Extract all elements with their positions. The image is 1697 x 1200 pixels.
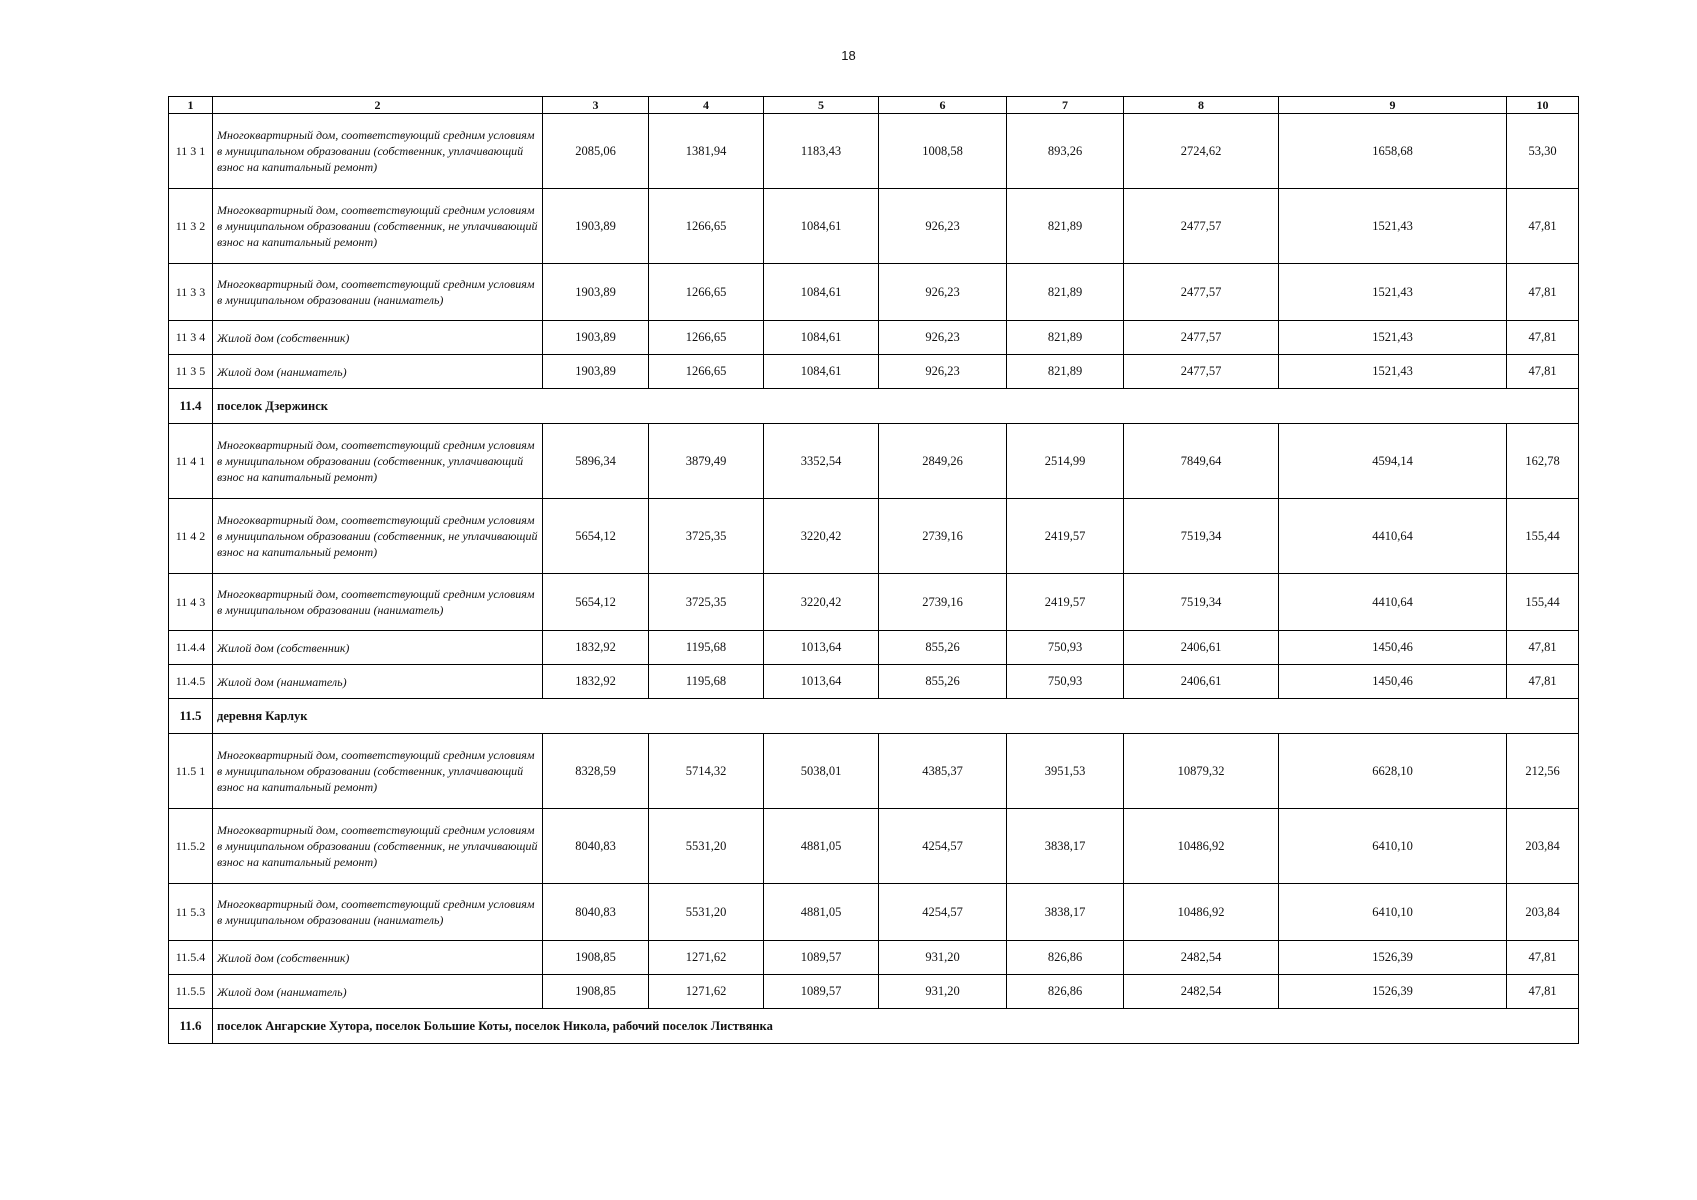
value-col-3: 2085,06 [543,114,649,189]
value-col-7: 3951,53 [1007,734,1124,809]
section-code: 11.4 [169,389,213,424]
tariff-table [168,96,1579,1044]
row-code: 11 4 2 [169,499,213,574]
value-col-9: 4410,64 [1279,574,1507,631]
table-row [169,264,1579,321]
value-col-8: 10486,92 [1124,884,1279,941]
table-body [169,114,1579,1044]
section-title: деревня Карлук [213,699,1579,734]
value-col-3: 1903,89 [543,355,649,389]
header-col-9: 9 [1279,97,1507,114]
value-col-10: 53,30 [1507,114,1579,189]
value-col-4: 1266,65 [649,264,764,321]
value-col-9: 1521,43 [1279,321,1507,355]
value-col-9: 1526,39 [1279,975,1507,1009]
value-col-5: 1089,57 [764,975,879,1009]
row-code: 11.5.5 [169,975,213,1009]
value-col-4: 5714,32 [649,734,764,809]
value-col-6: 926,23 [879,355,1007,389]
row-code: 11 5.3 [169,884,213,941]
value-col-4: 1195,68 [649,665,764,699]
value-col-3: 1908,85 [543,941,649,975]
table-row [169,574,1579,631]
row-name: Жилой дом (собственник) [213,321,543,355]
value-col-10: 47,81 [1507,189,1579,264]
row-name: Многоквартирный дом, соответствующий средним условиям в муниципальном образовании (наниматель) [213,264,543,321]
value-col-5: 1084,61 [764,189,879,264]
row-name: Многоквартирный дом, соответствующий средним условиям в муниципальном образовании (наниматель) [213,574,543,631]
table-row [169,355,1579,389]
table-row [169,499,1579,574]
value-col-3: 1832,92 [543,665,649,699]
section-row [169,389,1579,424]
value-col-8: 2477,57 [1124,355,1279,389]
value-col-7: 826,86 [1007,941,1124,975]
value-col-3: 8040,83 [543,809,649,884]
value-col-6: 855,26 [879,665,1007,699]
header-col-2: 2 [213,97,543,114]
value-col-8: 2477,57 [1124,264,1279,321]
value-col-4: 1266,65 [649,355,764,389]
value-col-6: 2849,26 [879,424,1007,499]
value-col-9: 1526,39 [1279,941,1507,975]
value-col-5: 1089,57 [764,941,879,975]
value-col-4: 1266,65 [649,321,764,355]
row-code: 11 3 5 [169,355,213,389]
value-col-7: 893,26 [1007,114,1124,189]
value-col-7: 3838,17 [1007,884,1124,941]
value-col-10: 47,81 [1507,631,1579,665]
row-code: 11 3 3 [169,264,213,321]
value-col-10: 47,81 [1507,975,1579,1009]
row-code: 11 4 1 [169,424,213,499]
value-col-5: 1084,61 [764,321,879,355]
row-name: Многоквартирный дом, соответствующий средним условиям в муниципальном образовании (наниматель) [213,884,543,941]
section-title: поселок Ангарские Хутора, поселок Большие Коты, поселок Никола, рабочий поселок Листвянка [213,1009,1579,1044]
value-col-8: 7849,64 [1124,424,1279,499]
value-col-8: 7519,34 [1124,499,1279,574]
value-col-6: 4254,57 [879,809,1007,884]
value-col-3: 1903,89 [543,321,649,355]
row-name: Жилой дом (наниматель) [213,975,543,1009]
value-col-7: 826,86 [1007,975,1124,1009]
value-col-5: 4881,05 [764,884,879,941]
value-col-6: 4254,57 [879,884,1007,941]
value-col-5: 3352,54 [764,424,879,499]
value-col-3: 1903,89 [543,264,649,321]
value-col-8: 10879,32 [1124,734,1279,809]
header-col-7: 7 [1007,97,1124,114]
value-col-10: 47,81 [1507,941,1579,975]
value-col-8: 2482,54 [1124,975,1279,1009]
value-col-4: 1266,65 [649,189,764,264]
value-col-6: 926,23 [879,189,1007,264]
value-col-8: 2406,61 [1124,665,1279,699]
row-code: 11.5.4 [169,941,213,975]
table-row [169,734,1579,809]
row-name: Жилой дом (наниматель) [213,665,543,699]
header-col-3: 3 [543,97,649,114]
value-col-3: 8040,83 [543,884,649,941]
row-name: Многоквартирный дом, соответствующий средним условиям в муниципальном образовании (собственник, уплачивающий взнос на капитальный ремонт) [213,114,543,189]
value-col-3: 1908,85 [543,975,649,1009]
row-name: Многоквартирный дом, соответствующий средним условиям в муниципальном образовании (собственник, уплачивающий взнос на капитальный ремонт) [213,734,543,809]
table-row [169,975,1579,1009]
row-name: Жилой дом (собственник) [213,631,543,665]
header-row [169,97,1579,114]
section-row [169,699,1579,734]
row-name: Многоквартирный дом, соответствующий средним условиям в муниципальном образовании (собственник, уплачивающий взнос на капитальный ремонт) [213,424,543,499]
value-col-10: 47,81 [1507,355,1579,389]
header-col-4: 4 [649,97,764,114]
table-row [169,321,1579,355]
value-col-5: 1084,61 [764,355,879,389]
value-col-9: 1521,43 [1279,264,1507,321]
value-col-7: 750,93 [1007,665,1124,699]
table-row [169,114,1579,189]
value-col-7: 821,89 [1007,355,1124,389]
value-col-6: 926,23 [879,264,1007,321]
value-col-7: 821,89 [1007,264,1124,321]
row-code: 11.4.4 [169,631,213,665]
value-col-10: 212,56 [1507,734,1579,809]
row-code: 11.5.2 [169,809,213,884]
value-col-10: 47,81 [1507,321,1579,355]
value-col-9: 6628,10 [1279,734,1507,809]
value-col-6: 2739,16 [879,574,1007,631]
value-col-4: 1271,62 [649,941,764,975]
table-row [169,884,1579,941]
row-code: 11.4.5 [169,665,213,699]
value-col-6: 855,26 [879,631,1007,665]
value-col-4: 3725,35 [649,574,764,631]
value-col-10: 203,84 [1507,884,1579,941]
value-col-9: 1521,43 [1279,189,1507,264]
row-name: Многоквартирный дом, соответствующий средним условиям в муниципальном образовании (собственник, не уплачивающий взнос на капитальный ремонт) [213,499,543,574]
row-code: 11 3 1 [169,114,213,189]
table-row [169,424,1579,499]
value-col-5: 3220,42 [764,499,879,574]
value-col-6: 931,20 [879,975,1007,1009]
value-col-6: 926,23 [879,321,1007,355]
section-code: 11.6 [169,1009,213,1044]
value-col-9: 4594,14 [1279,424,1507,499]
row-name: Жилой дом (наниматель) [213,355,543,389]
value-col-10: 203,84 [1507,809,1579,884]
value-col-8: 2477,57 [1124,321,1279,355]
row-code: 11 3 2 [169,189,213,264]
value-col-10: 155,44 [1507,574,1579,631]
value-col-10: 155,44 [1507,499,1579,574]
value-col-9: 1658,68 [1279,114,1507,189]
value-col-9: 6410,10 [1279,809,1507,884]
row-code: 11.5 1 [169,734,213,809]
value-col-3: 5654,12 [543,574,649,631]
value-col-8: 2724,62 [1124,114,1279,189]
value-col-9: 1521,43 [1279,355,1507,389]
value-col-7: 821,89 [1007,189,1124,264]
value-col-7: 3838,17 [1007,809,1124,884]
value-col-5: 3220,42 [764,574,879,631]
value-col-8: 2477,57 [1124,189,1279,264]
value-col-7: 2419,57 [1007,574,1124,631]
header-col-8: 8 [1124,97,1279,114]
value-col-4: 1195,68 [649,631,764,665]
header-col-6: 6 [879,97,1007,114]
value-col-7: 750,93 [1007,631,1124,665]
value-col-6: 2739,16 [879,499,1007,574]
header-col-10: 10 [1507,97,1579,114]
header-col-5: 5 [764,97,879,114]
value-col-6: 931,20 [879,941,1007,975]
value-col-8: 7519,34 [1124,574,1279,631]
row-name: Многоквартирный дом, соответствующий средним условиям в муниципальном образовании (собственник, не уплачивающий взнос на капитальный ремонт) [213,809,543,884]
value-col-9: 1450,46 [1279,665,1507,699]
value-col-9: 1450,46 [1279,631,1507,665]
value-col-5: 1013,64 [764,631,879,665]
value-col-7: 2419,57 [1007,499,1124,574]
section-title: поселок Дзержинск [213,389,1579,424]
table-row [169,809,1579,884]
value-col-10: 162,78 [1507,424,1579,499]
row-code: 11 4 3 [169,574,213,631]
value-col-5: 1084,61 [764,264,879,321]
value-col-9: 4410,64 [1279,499,1507,574]
row-name: Жилой дом (собственник) [213,941,543,975]
value-col-6: 1008,58 [879,114,1007,189]
value-col-7: 2514,99 [1007,424,1124,499]
value-col-8: 2482,54 [1124,941,1279,975]
value-col-3: 8328,59 [543,734,649,809]
table-row [169,941,1579,975]
header-col-1: 1 [169,97,213,114]
value-col-7: 821,89 [1007,321,1124,355]
value-col-4: 3879,49 [649,424,764,499]
section-code: 11.5 [169,699,213,734]
value-col-10: 47,81 [1507,264,1579,321]
value-col-8: 2406,61 [1124,631,1279,665]
value-col-3: 1903,89 [543,189,649,264]
value-col-3: 5896,34 [543,424,649,499]
value-col-4: 1271,62 [649,975,764,1009]
value-col-8: 10486,92 [1124,809,1279,884]
row-name: Многоквартирный дом, соответствующий средним условиям в муниципальном образовании (собственник, не уплачивающий взнос на капитальный ремонт) [213,189,543,264]
value-col-9: 6410,10 [1279,884,1507,941]
table-row [169,189,1579,264]
value-col-5: 4881,05 [764,809,879,884]
value-col-5: 5038,01 [764,734,879,809]
value-col-5: 1183,43 [764,114,879,189]
value-col-4: 1381,94 [649,114,764,189]
value-col-3: 1832,92 [543,631,649,665]
value-col-4: 3725,35 [649,499,764,574]
value-col-5: 1013,64 [764,665,879,699]
value-col-6: 4385,37 [879,734,1007,809]
table-row [169,631,1579,665]
table-row [169,665,1579,699]
value-col-4: 5531,20 [649,809,764,884]
value-col-4: 5531,20 [649,884,764,941]
page-number: 18 [841,48,856,63]
value-col-10: 47,81 [1507,665,1579,699]
section-row [169,1009,1579,1044]
value-col-3: 5654,12 [543,499,649,574]
row-code: 11 3 4 [169,321,213,355]
